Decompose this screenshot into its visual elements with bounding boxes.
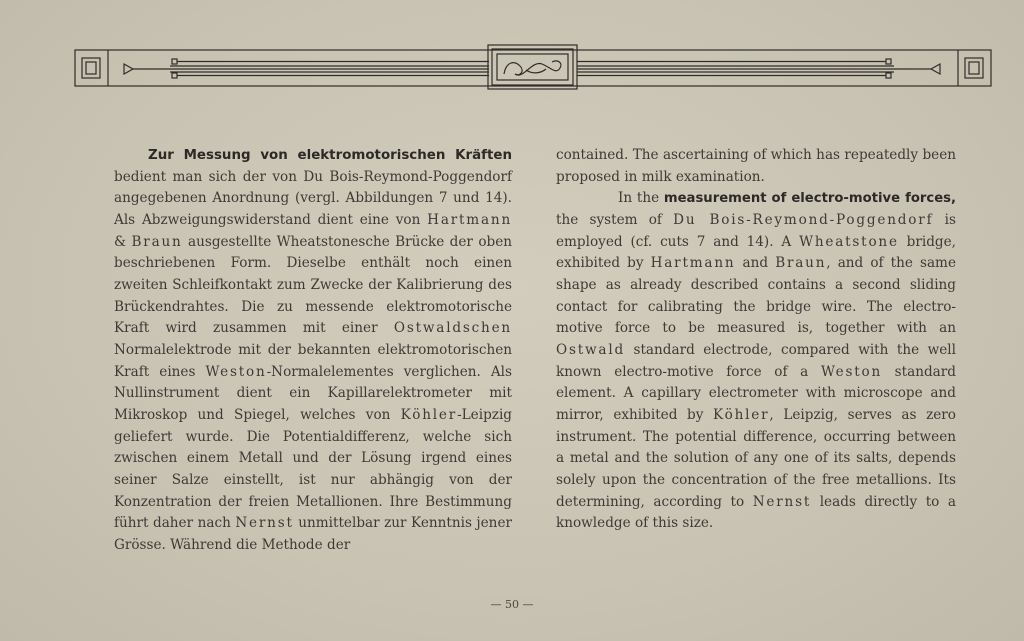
text-run: standard element. A capillary electrometer with microscope and mirror, exhibited by	[556, 363, 956, 423]
german-paragraph	[114, 145, 512, 556]
name-koehler: Köhler	[400, 406, 458, 423]
name-hartmann: Hartmann	[650, 255, 736, 272]
text-run: bedient man sich der von Du Bois-Reymond-Poggendorf angegebenen Anordnung (vergl. Abbildungen 7 und 14). Als Abzweigungswiderstand dient eine von	[114, 168, 512, 228]
name-du-bois: Du Bois-Reymond-Poggendorf	[673, 211, 934, 228]
text-run: -Normalelementes verglichen. Als Nullinstrument dient ein Kapillarelektrometer mit Mikroskop und Spiegel, welches von	[114, 363, 513, 423]
name-braun: Braun	[131, 233, 183, 250]
text-run: In the	[618, 190, 664, 207]
text-run: standard electrode, compared with the well known electro-motive force of a	[556, 341, 956, 380]
name-weston: Weston	[820, 363, 883, 380]
text-run: Normalelektrode mit der bekannten elektromotorischen Kraft eines	[114, 341, 512, 380]
text-run: leads directly to a knowledge of this size.	[556, 493, 956, 532]
english-paragraph	[556, 188, 956, 535]
page-number: — 50 —	[490, 598, 534, 611]
text-run: unmittelbar zur Kenntnis jener Grösse. Während die Methode der	[114, 515, 512, 553]
text-run: &	[114, 233, 132, 250]
name-nernst: Nernst	[752, 493, 812, 510]
name-weston: Weston	[205, 363, 267, 380]
text-run: -Leipzig geliefert wurde. Die Potentialdifferenz, welche sich zwischen einem Metall und der Lösung irgend eines seiner Salze einstellt, ist nur abhängig von der Konzentration der freien Metallionen. Ihre Bestimmung führt daher nach	[114, 406, 512, 532]
text-run: is employed (cf. cuts 7 and 14). A	[556, 211, 956, 250]
text-run: , and of the same shape as already described contains a second sliding contact for calibrating the bridge wire. The electro-motive force to be measured is, together with an	[556, 255, 956, 337]
text-run: and	[735, 255, 776, 272]
text-run: ausgestellte Wheatstonesche Brücke der oben beschriebenen Form. Dieselbe enthält noch einen zweiten Schleifkontakt zum Zwecke der Kalibrierung des Brückendrahtes. Die zu messende elektromotorische Kraft wird zusammen mit einer	[114, 233, 512, 337]
text-run: , Leipzig, serves as zero instrument. The potential difference, occurring between a metal and the solution of any one of its salts, depends solely upon the concentration of the free metallions. Its determining, according to	[556, 406, 956, 510]
english-section-heading: measurement of electro-motive forces,	[663, 191, 957, 207]
german-section-heading: Zur Messung von elektromotorischen Kräften	[148, 148, 512, 163]
text-run: the system of	[556, 211, 674, 228]
name-ostwald: Ostwald	[556, 341, 625, 358]
name-hartmann: Hartmann	[427, 211, 512, 228]
german-text-column	[114, 145, 512, 556]
name-nernst: Nernst	[235, 515, 294, 532]
name-ostwald: Ostwaldschen	[393, 320, 512, 337]
english-text-column	[556, 145, 956, 535]
text-run: bridge, exhibited by	[556, 233, 956, 272]
name-braun: Braun	[775, 255, 827, 272]
english-continuation-paragraph: contained. The ascertaining of which has repeatedly been proposed in milk examination.	[556, 147, 956, 185]
name-koehler: Köhler	[713, 406, 770, 423]
art-nouveau-header-ornament-icon	[74, 44, 992, 90]
name-wheatstone: Wheatstone	[799, 233, 899, 250]
